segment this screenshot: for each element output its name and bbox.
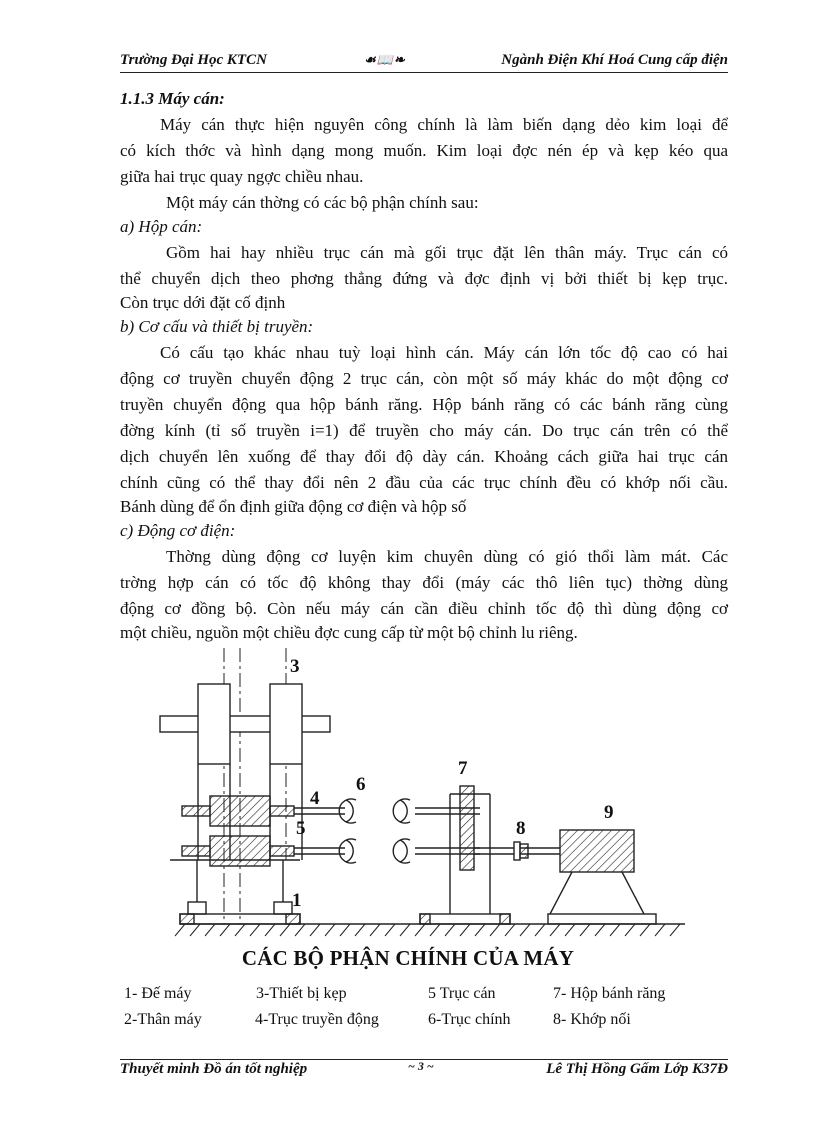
intro-line-3: giữa hai trục quay ngợc chiều nhau. <box>120 167 364 186</box>
part-c-line-1: Thờng dùng động cơ luyện kim chuyên dùng có gió thổi làm mát. Các <box>166 547 728 566</box>
shaft-coupling <box>514 842 520 860</box>
legend-item-5: 5 Trục cán <box>428 985 496 1002</box>
label-6: 6 <box>356 774 366 795</box>
legend-item-1: 1- Đế máy <box>124 985 192 1002</box>
header-major: Ngành Điện Khí Hoá Cung cấp điện <box>501 52 728 68</box>
legend-item-7: 7- Hộp bánh răng <box>553 985 666 1002</box>
header-school: Trường Đại Học KTCN <box>120 52 267 68</box>
figure-caption: CÁC BỘ PHẬN CHÍNH CỦA MÁY <box>241 946 575 970</box>
gearbox <box>460 786 474 870</box>
part-b-line-2: động cơ truyền chuyển động 2 trục cán, còn một số máy khác do một động cơ <box>120 369 728 388</box>
part-a-line-2: thể chuyển dịch theo phơng thẳng đứng và đợc định vị bởi thiết bị kẹp trục. <box>120 269 728 288</box>
part-b-line-7: Bánh dùng để ổn định giữa động cơ điện và hộp số <box>120 497 467 516</box>
label-5: 5 <box>296 818 306 839</box>
page-header <box>120 52 728 72</box>
footer-divider <box>120 1059 728 1060</box>
part-b-line-5: dịch chuyển lên xuống để thay đổi độ dày cán. Khoảng cách giữa hai trục cán <box>120 447 728 466</box>
part-b-line-1: Có cấu tạo khác nhau tuỳ loại hình cán. Máy cán lớn tốc độ cao có hai <box>160 343 728 362</box>
rolling-mill-diagram <box>140 648 700 940</box>
footer-thesis: Thuyết minh Đồ án tốt nghiệp <box>120 1061 308 1077</box>
label-3: 3 <box>290 656 300 677</box>
clamp-right <box>270 684 302 764</box>
part-c-line-3: động cơ đồng bộ. Còn nếu máy cán cần điều chỉnh tốc độ thì dùng động cơ <box>120 599 728 618</box>
part-b-heading: b) Cơ cấu và thiết bị truyền: <box>120 317 314 336</box>
section-title: 1.1.3 Máy cán: <box>120 89 225 108</box>
part-b-line-3: truyền chuyển động qua hộp bánh răng. Hộp bánh răng có các bánh răng cùng <box>120 395 728 414</box>
clamp-beam <box>160 716 330 732</box>
label-7: 7 <box>458 758 468 779</box>
legend-item-3: 3-Thiết bị kẹp <box>256 985 347 1002</box>
electric-motor <box>560 830 634 872</box>
label-8: 8 <box>516 818 526 839</box>
clamp-left <box>198 684 230 764</box>
part-c-line-4: một chiều, nguồn một chiều đợc cung cấp từ một bộ chỉnh lu riêng. <box>120 623 578 642</box>
part-a-heading: a) Hộp cán: <box>120 217 203 236</box>
legend-item-4: 4-Trục truyền động <box>255 1011 379 1028</box>
header-divider <box>120 72 728 73</box>
legend-item-6: 6-Trục chính <box>428 1011 511 1028</box>
part-c-line-2: trờng hợp cán có tốc độ không thay đổi (máy các thô liên tục) thờng dùng <box>120 573 728 592</box>
legend-item-8: 8- Khớp nối <box>553 1011 631 1028</box>
part-b-line-4: đờng kính (tỉ số truyền i=1) để truyền cho máy cán. Do trục cán trên có thể <box>120 421 728 440</box>
intro-line-4: Một máy cán thờng có các bộ phận chính sau: <box>166 193 479 212</box>
label-4: 4 <box>310 788 320 809</box>
part-a-line-1: Gồm hai hay nhiều trục cán mà gối trục đặt lên thân máy. Trục cán có <box>166 243 728 262</box>
legend-item-2: 2-Thân máy <box>124 1011 202 1028</box>
footer-author: Lê Thị Hồng Gấm Lớp K37Đ <box>546 1061 728 1077</box>
intro-line-1: Máy cán thực hiện nguyên công chính là làm biến dạng dẻo kim loại để <box>160 115 728 134</box>
upper-roll <box>210 796 270 826</box>
part-a-line-3: Còn trục dới đặt cố định <box>120 293 286 312</box>
header-book-ornament-icon: ☙📖❧ <box>364 52 406 67</box>
page-number: ~ 3 ~ <box>408 1061 434 1073</box>
page-footer <box>120 1061 728 1077</box>
part-c-heading: c) Động cơ điện: <box>120 521 236 540</box>
lower-roll <box>210 836 270 866</box>
label-1: 1 <box>292 890 302 911</box>
intro-line-2: có kích thớc và hình dạng mong muốn. Kim loại đợc nén ép và kẹp kéo qua <box>120 141 728 160</box>
label-9: 9 <box>604 802 614 823</box>
part-b-line-6: chính cũng có thể thay đổi nên 2 đầu của các trục chính đều có khớp nối cầu. <box>120 473 728 492</box>
